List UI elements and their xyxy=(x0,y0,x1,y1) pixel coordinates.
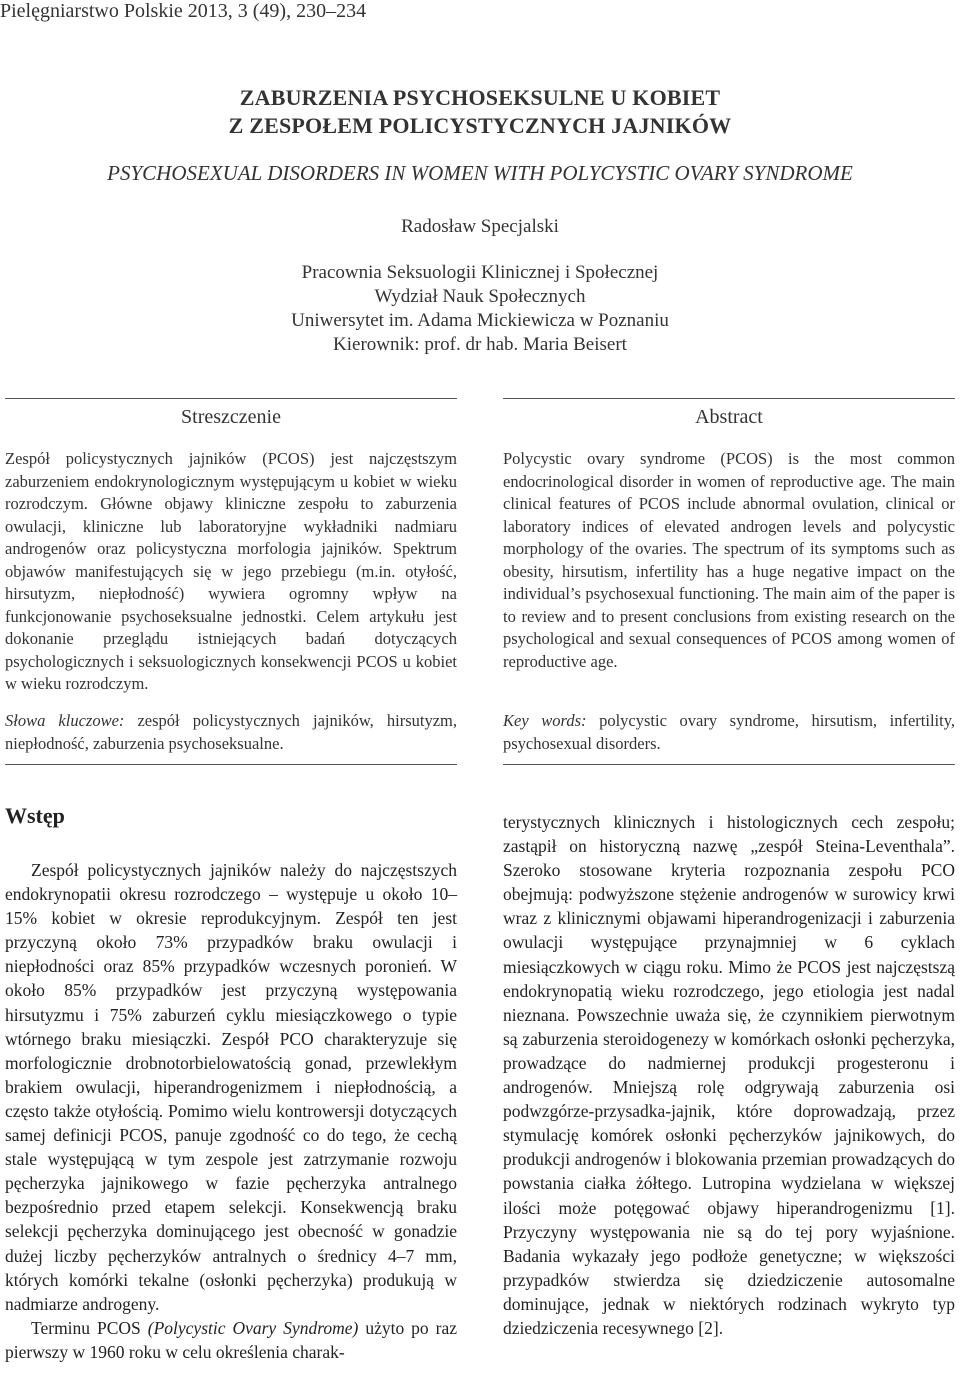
journal-citation: Pielęgniarstwo Polskie 2013, 3 (49), 230–234 xyxy=(0,0,367,22)
keywords-pl xyxy=(5,710,457,755)
abstract-pl-top-rule xyxy=(5,398,457,399)
intro-left-column xyxy=(5,858,457,1364)
affiliation-line-3: Uniwersytet im. Adama Mickiewicza w Poznaniu xyxy=(291,310,669,331)
abstract-pl-text: Zespół policystycznych jajników (PCOS) jest najczęstszym zaburzeniem endokrynologicznym występującym u kobiet w wieku rozrodczym. Główne objawy kliniczne zespołu to zaburzenia owulacji, kliniczne lub laboratoryjne wykładniki nadmiaru androgenów oraz policystyczna morfologia jajników. Spektrum objawów manifestujących się w jego przebiegu (m.in. otyłość, hirsutyzm, niepłodność) wywiera ogromny wpływ na funkcjonowanie psychoseksualne jednostki. Celem artykułu jest dokonanie przeglądu istniejących badań dotyczących psychologicznych i seksuologicznych konsekwencji PCOS u kobiet w wieku rozrodczym. xyxy=(5,449,457,693)
keywords-en-list: polycystic ovary syndrome, hirsutism, infertility, psychosexual disorders. xyxy=(503,711,955,753)
intro-heading: Wstęp xyxy=(5,803,65,828)
affiliation-line-2: Wydział Nauk Społecznych xyxy=(374,286,586,307)
affiliation-line-1: Pracownia Seksuologii Klinicznej i Społecznej xyxy=(301,262,659,283)
intro-paragraph-2-continued: terystycznych klinicznych i histologicznych cech zespołu; zastąpił on historyczną nazwę „zespół Steina-Leventhala”. Szeroko stosowane kryteria rozpoznania zespołu PCO obejmują: podwyższone stężenie androgenów w surowicy krwi wraz z klinicznymi objawami hiperandrogenizacji i zaburzenia owulacji występujące przynajmniej w 6 cyklach miesiączkowych w ciągu roku. Mimo że PCOS jest najczęstszą endokrynopatią wieku rozrodczego, jego etiologia jest nadal nieznana. Powszechnie uważa się, że czynnikiem pierwotnym są zaburzenia steroidogenezy w komórkach osłonki pęcherzyka, prowadzące do nadmiernej produkcji progesteronu i androgenów. Mniejszą rolę odgrywają zaburzenia osi podwzgórze-przysadka-jajnik, które doprowadzają, przez stymulację komórek osłonki pęcherzyków jajnikowych, do produkcji androgenów i blokowania przemian prowadzących do powstania ciałka żółtego. Lutropina wydzielana w większej ilości może potęgować objawy hiperandrogenizmu [1]. Przyczyny występowania nie są do tej pory wyjaśnione. Badania wykazały jego podłoże genetyczne; w większości przypadków stwierdza się dziedziczenie autosomalne dominujące, jednak w niektórych rodzinach wykryto typ dziedziczenia recesywnego [2]. xyxy=(503,812,955,1338)
intro-paragraph-2-start: Terminu PCOS xyxy=(31,1317,148,1338)
author-name: Radosław Specjalski xyxy=(401,216,559,237)
abstract-en-bottom-rule xyxy=(503,764,955,765)
abstract-en-heading: Abstract xyxy=(695,406,763,428)
intro-right-column xyxy=(503,810,955,1340)
keywords-pl-label: Słowa kluczowe: xyxy=(5,711,125,730)
intro-paragraph-2 xyxy=(5,1316,457,1364)
intro-paragraph-1: Zespół policystycznych jajników należy do najczęstszych endokrynopatii okresu rozrodczego – występuje u około 10–15% kobiet w okresie reprodukcyjnym. Zespół ten jest przyczyną około 73% przypadków braku owulacji i niepłodności oraz 85% przypadków wczesnych poronień. W około 85% przypadków jest przyczyną występowania hirsutyzmu i 75% zaburzeń cyklu miesiączkowego o typie wtórnego braku miesiączki. Zespół PCO charakteryzuje się morfologicznie drobnotorbielowatością gonad, przewlekłym brakiem owulacji, hiperandrogenizmem i niepłodnością, a często także otyłością. Pomimo wielu kontrowersji dotyczących samej definicji PCOS, panuje zgodność co do tego, że cechą stale występującą w tym zespole jest zatrzymanie rozwoju pęcherzyka jajnikowego w fazie pęcherzyka antralnego bezpośrednio przed etapem selekcji. Konsekwencją braku selekcji pęcherzyka dominującego jest obecność w gonadzie dużej liczby pęcherzyków antralnych o średnicy 4–7 mm, których komórki tekalne (osłonki pęcherzyka) produkują w nadmiarze androgeny. xyxy=(5,860,457,1314)
keywords-en-label: Key words: xyxy=(503,711,587,730)
title-en: PSYCHOSEXUAL DISORDERS IN WOMEN WITH POLYCYSTIC OVARY SYNDROME xyxy=(107,161,853,185)
title-pl-line-2: Z ZESPOŁEM POLICYSTYCZNYCH JAJNIKÓW xyxy=(228,113,732,138)
abstract-en-text: Polycystic ovary syndrome (PCOS) is the most common endocrinological disorder in women of reproductive age. The main clinical features of PCOS include abnormal ovulation, clinical or laboratory indices of elevated androgen levels and polycystic morphology of the ovaries. The spectrum of its symptoms such as obesity, hirsutism, infertility has a huge negative impact on the individual’s psychosexual functioning. The main aim of the paper is to review and to present conclusions from existing research on the psychological and sexual consequences of PCOS among women of reproductive age. xyxy=(503,449,955,671)
keywords-pl-list: zespół policystycznych jajników, hirsutyzm, niepłodność, zaburzenia psychoseksualne. xyxy=(5,711,457,753)
intro-paragraph-2-end: użyto po raz pierwszy w 1960 roku w celu określenia charak- xyxy=(5,1317,457,1362)
keywords-en xyxy=(503,710,955,755)
title-pl-line-1: ZABURZENIA PSYCHOSEKSULNE U KOBIET xyxy=(239,85,721,110)
affiliation-line-4: Kierownik: prof. dr hab. Maria Beisert xyxy=(333,334,627,355)
abstract-pl-bottom-rule xyxy=(5,764,457,765)
abstract-en-top-rule xyxy=(503,398,955,399)
intro-paragraph-2-italic: (Polycystic Ovary Syndrome) xyxy=(147,1317,359,1338)
abstract-pl-heading: Streszczenie xyxy=(181,406,281,428)
